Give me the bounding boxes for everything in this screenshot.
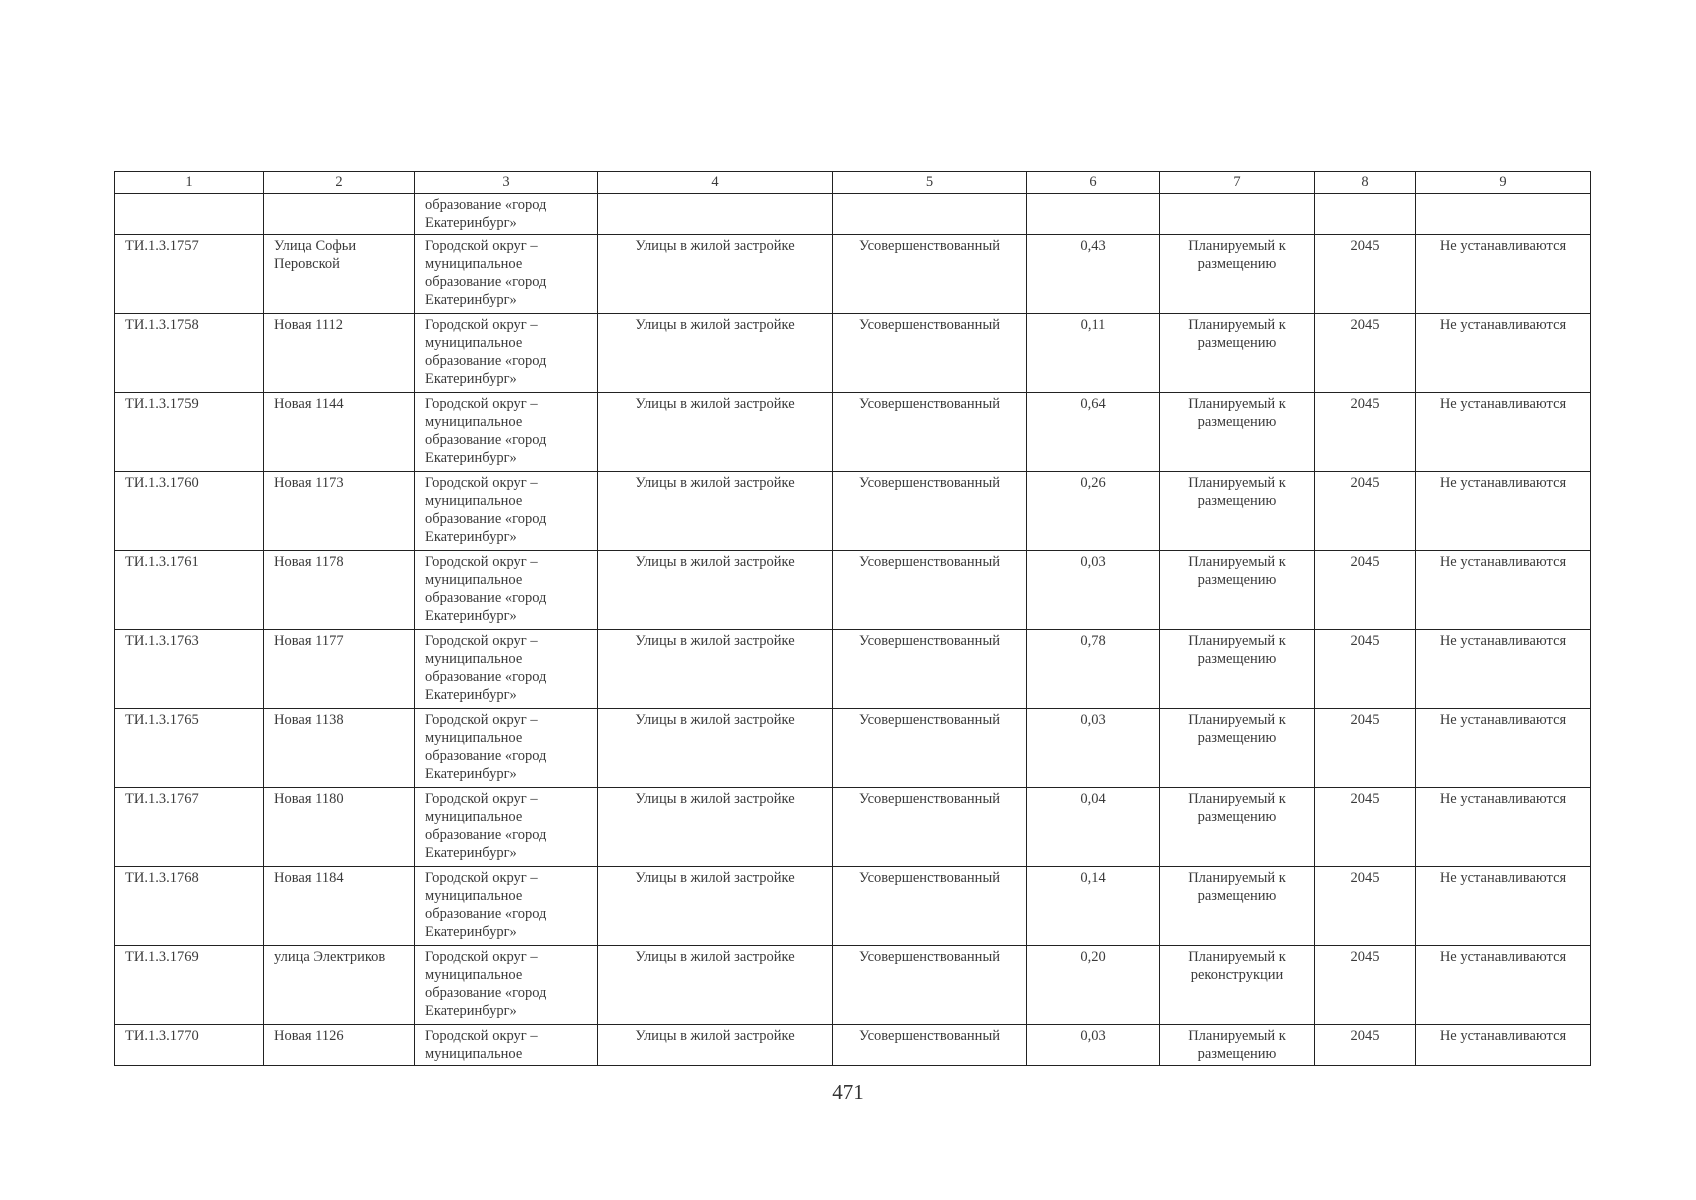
cell-name: Новая 1138 bbox=[264, 709, 415, 788]
column-header: 5 bbox=[833, 172, 1027, 194]
table-row bbox=[115, 1025, 1591, 1066]
cell-type: Улицы в жилой застройке bbox=[598, 472, 833, 551]
cell-cover: Усовершенствованный bbox=[833, 551, 1027, 630]
data-table bbox=[114, 171, 1591, 1066]
cell-location: Городской округ – муниципальное образование «город Екатеринбург» bbox=[415, 393, 598, 472]
cell-name: Новая 1112 bbox=[264, 314, 415, 393]
page-number: 471 bbox=[832, 1080, 864, 1104]
cell-location: Городской округ – муниципальное образование «город Екатеринбург» bbox=[415, 709, 598, 788]
cell-location: образование «город Екатеринбург» bbox=[415, 194, 598, 235]
cell-length: 0,04 bbox=[1027, 788, 1160, 867]
cell-zones: Не устанавливаются bbox=[1416, 867, 1591, 946]
cell-year: 2045 bbox=[1315, 393, 1416, 472]
cell-name: Новая 1173 bbox=[264, 472, 415, 551]
cell-id: ТИ.1.3.1759 bbox=[115, 393, 264, 472]
cell-cover: Усовершенствованный bbox=[833, 235, 1027, 314]
cell-location: Городской округ – муниципальное образование «город Екатеринбург» bbox=[415, 946, 598, 1025]
column-header: 6 bbox=[1027, 172, 1160, 194]
table-row-continued bbox=[115, 194, 1591, 235]
cell-length: 0,14 bbox=[1027, 867, 1160, 946]
cell-location: Городской округ – муниципальное образование «город Екатеринбург» bbox=[415, 788, 598, 867]
cell-id: ТИ.1.3.1768 bbox=[115, 867, 264, 946]
cell-zones: Не устанавливаются bbox=[1416, 472, 1591, 551]
table-row bbox=[115, 630, 1591, 709]
cell-length: 0,20 bbox=[1027, 946, 1160, 1025]
cell-status: Планируемый к размещению bbox=[1160, 1025, 1315, 1066]
cell-cover: Усовершенствованный bbox=[833, 709, 1027, 788]
cell-location: Городской округ – муниципальное образование «город Екатеринбург» bbox=[415, 314, 598, 393]
cell-id: ТИ.1.3.1769 bbox=[115, 946, 264, 1025]
cell-name: Новая 1126 bbox=[264, 1025, 415, 1066]
cell-length: 0,26 bbox=[1027, 472, 1160, 551]
column-header: 2 bbox=[264, 172, 415, 194]
cell-cover bbox=[833, 194, 1027, 235]
cell-name bbox=[264, 194, 415, 235]
cell-location: Городской округ – муниципальное образование «город Екатеринбург» bbox=[415, 235, 598, 314]
cell-name: Новая 1184 bbox=[264, 867, 415, 946]
column-header: 8 bbox=[1315, 172, 1416, 194]
cell-length: 0,03 bbox=[1027, 709, 1160, 788]
cell-name: Новая 1177 bbox=[264, 630, 415, 709]
cell-name: улица Электриков bbox=[264, 946, 415, 1025]
cell-zones bbox=[1416, 194, 1591, 235]
cell-type: Улицы в жилой застройке bbox=[598, 867, 833, 946]
cell-name: Улица Софьи Перовской bbox=[264, 235, 415, 314]
cell-name: Новая 1178 bbox=[264, 551, 415, 630]
cell-id bbox=[115, 194, 264, 235]
cell-type: Улицы в жилой застройке bbox=[598, 551, 833, 630]
cell-length: 0,78 bbox=[1027, 630, 1160, 709]
table-row bbox=[115, 867, 1591, 946]
cell-id: ТИ.1.3.1767 bbox=[115, 788, 264, 867]
cell-cover: Усовершенствованный bbox=[833, 788, 1027, 867]
cell-id: ТИ.1.3.1760 bbox=[115, 472, 264, 551]
cell-type: Улицы в жилой застройке bbox=[598, 630, 833, 709]
cell-type bbox=[598, 194, 833, 235]
cell-zones: Не устанавливаются bbox=[1416, 788, 1591, 867]
table-row bbox=[115, 788, 1591, 867]
cell-id: ТИ.1.3.1761 bbox=[115, 551, 264, 630]
column-header: 4 bbox=[598, 172, 833, 194]
cell-length bbox=[1027, 194, 1160, 235]
cell-zones: Не устанавливаются bbox=[1416, 393, 1591, 472]
column-header: 9 bbox=[1416, 172, 1591, 194]
cell-year: 2045 bbox=[1315, 946, 1416, 1025]
cell-year: 2045 bbox=[1315, 867, 1416, 946]
cell-id: ТИ.1.3.1758 bbox=[115, 314, 264, 393]
cell-cover: Усовершенствованный bbox=[833, 1025, 1027, 1066]
cell-cover: Усовершенствованный bbox=[833, 393, 1027, 472]
cell-year: 2045 bbox=[1315, 709, 1416, 788]
cell-zones: Не устанавливаются bbox=[1416, 1025, 1591, 1066]
table-row bbox=[115, 709, 1591, 788]
cell-location: Городской округ – муниципальное образование «город Екатеринбург» bbox=[415, 630, 598, 709]
cell-type: Улицы в жилой застройке bbox=[598, 946, 833, 1025]
cell-length: 0,43 bbox=[1027, 235, 1160, 314]
cell-status: Планируемый к размещению bbox=[1160, 235, 1315, 314]
cell-length: 0,64 bbox=[1027, 393, 1160, 472]
cell-name: Новая 1144 bbox=[264, 393, 415, 472]
column-header: 1 bbox=[115, 172, 264, 194]
cell-zones: Не устанавливаются bbox=[1416, 630, 1591, 709]
cell-year bbox=[1315, 194, 1416, 235]
cell-id: ТИ.1.3.1763 bbox=[115, 630, 264, 709]
cell-status: Планируемый к размещению bbox=[1160, 788, 1315, 867]
cell-zones: Не устанавливаются bbox=[1416, 709, 1591, 788]
cell-cover: Усовершенствованный bbox=[833, 314, 1027, 393]
cell-zones: Не устанавливаются bbox=[1416, 946, 1591, 1025]
cell-length: 0,03 bbox=[1027, 551, 1160, 630]
cell-location: Городской округ – муниципальное bbox=[415, 1025, 598, 1066]
column-header: 7 bbox=[1160, 172, 1315, 194]
table-row bbox=[115, 314, 1591, 393]
cell-status: Планируемый к размещению bbox=[1160, 314, 1315, 393]
cell-year: 2045 bbox=[1315, 235, 1416, 314]
cell-status: Планируемый к размещению bbox=[1160, 867, 1315, 946]
cell-zones: Не устанавливаются bbox=[1416, 551, 1591, 630]
cell-year: 2045 bbox=[1315, 472, 1416, 551]
cell-status: Планируемый к размещению bbox=[1160, 630, 1315, 709]
header-row bbox=[115, 172, 1591, 194]
cell-status: Планируемый к размещению bbox=[1160, 551, 1315, 630]
cell-status bbox=[1160, 194, 1315, 235]
table-row bbox=[115, 235, 1591, 314]
table-row bbox=[115, 946, 1591, 1025]
cell-year: 2045 bbox=[1315, 551, 1416, 630]
table-row bbox=[115, 393, 1591, 472]
cell-id: ТИ.1.3.1765 bbox=[115, 709, 264, 788]
cell-id: ТИ.1.3.1770 bbox=[115, 1025, 264, 1066]
cell-location: Городской округ – муниципальное образование «город Екатеринбург» bbox=[415, 867, 598, 946]
cell-cover: Усовершенствованный bbox=[833, 472, 1027, 551]
column-header: 3 bbox=[415, 172, 598, 194]
cell-cover: Усовершенствованный bbox=[833, 946, 1027, 1025]
cell-year: 2045 bbox=[1315, 630, 1416, 709]
cell-type: Улицы в жилой застройке bbox=[598, 1025, 833, 1066]
cell-type: Улицы в жилой застройке bbox=[598, 235, 833, 314]
cell-type: Улицы в жилой застройке bbox=[598, 314, 833, 393]
table-row bbox=[115, 551, 1591, 630]
cell-type: Улицы в жилой застройке bbox=[598, 709, 833, 788]
cell-year: 2045 bbox=[1315, 788, 1416, 867]
cell-type: Улицы в жилой застройке bbox=[598, 788, 833, 867]
table-row bbox=[115, 472, 1591, 551]
cell-status: Планируемый к размещению bbox=[1160, 393, 1315, 472]
cell-length: 0,03 bbox=[1027, 1025, 1160, 1066]
cell-status: Планируемый к размещению bbox=[1160, 472, 1315, 551]
cell-status: Планируемый к реконструкции bbox=[1160, 946, 1315, 1025]
cell-cover: Усовершенствованный bbox=[833, 867, 1027, 946]
cell-location: Городской округ – муниципальное образование «город Екатеринбург» bbox=[415, 551, 598, 630]
cell-zones: Не устанавливаются bbox=[1416, 235, 1591, 314]
cell-status: Планируемый к размещению bbox=[1160, 709, 1315, 788]
cell-id: ТИ.1.3.1757 bbox=[115, 235, 264, 314]
cell-year: 2045 bbox=[1315, 314, 1416, 393]
cell-length: 0,11 bbox=[1027, 314, 1160, 393]
cell-type: Улицы в жилой застройке bbox=[598, 393, 833, 472]
cell-cover: Усовершенствованный bbox=[833, 630, 1027, 709]
cell-year: 2045 bbox=[1315, 1025, 1416, 1066]
cell-name: Новая 1180 bbox=[264, 788, 415, 867]
cell-location: Городской округ – муниципальное образование «город Екатеринбург» bbox=[415, 472, 598, 551]
cell-zones: Не устанавливаются bbox=[1416, 314, 1591, 393]
